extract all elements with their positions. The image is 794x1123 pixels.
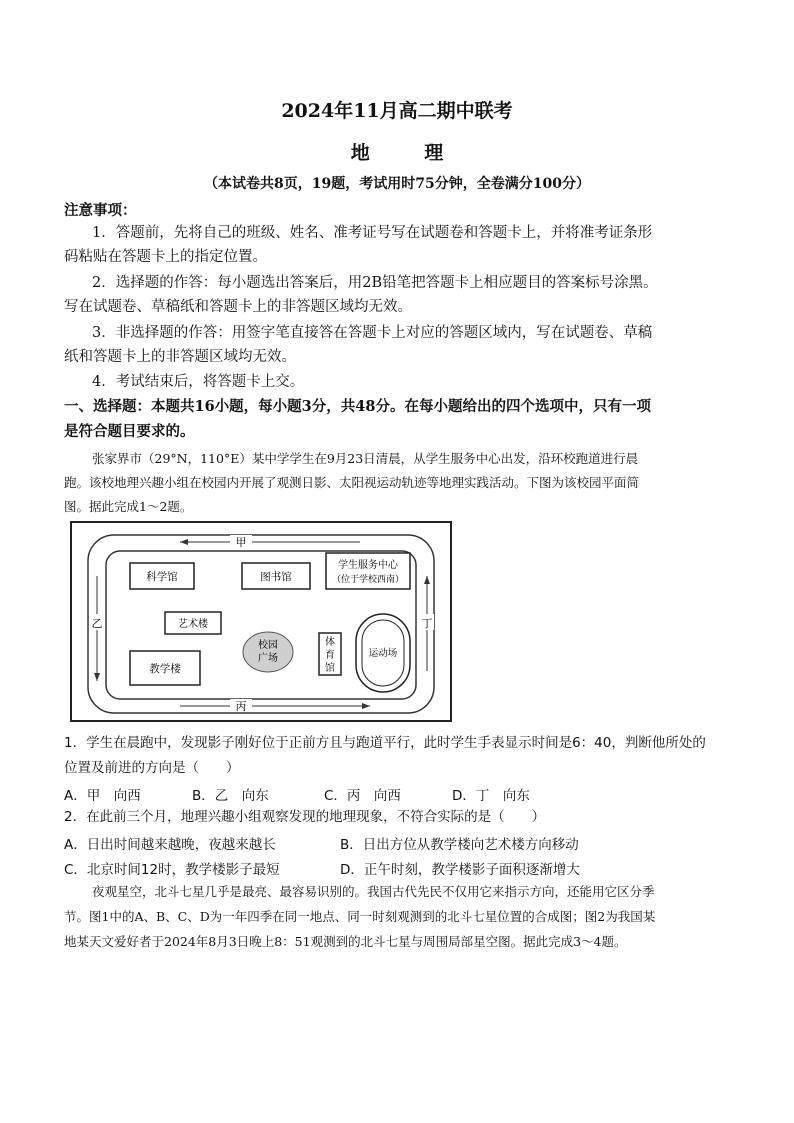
section-1-line-1: 一、选择题：本题共16小题，每小题3分，共48分。在每小题给出的四个选项中，只有一项	[64, 398, 651, 415]
passage-2-line-1: 夜观星空，北斗七星几乎是最亮、最容易识别的。我国古代先民不仅用它来指示方向，还能用它区分季	[92, 884, 655, 899]
passage-2-line-2: 节。图1中的A、B、C、D为一年四季在同一地点、同一时刻观测到的北斗七星位置的合成图；图2为我国某	[64, 909, 656, 924]
note-1-line-1: 1．答题前，先将自己的班级、姓名、准考证号写在试题卷和答题卡上，并将准考证条形	[92, 225, 653, 241]
gym-label-3: 馆	[325, 663, 335, 674]
q2-option-d: D．正午时刻，教学楼影子面积逐渐增大	[340, 862, 580, 878]
passage-1-line-2: 跑。该校地理兴趣小组在校园内开展了观测日影、太阳视运动轨迹等地理实践活动。下图为该校园平面简	[64, 475, 640, 490]
section-1-line-2: 是符合题目要求的。	[64, 423, 195, 440]
notes-heading: 注意事项：	[64, 202, 137, 219]
science-label: 科学馆	[146, 571, 178, 583]
label-ding: 丁	[421, 617, 433, 630]
campus-map	[70, 521, 452, 722]
q1-option-c: C．丙 向西	[324, 788, 401, 804]
passage-1-line-1: 张家界市（29°N，110°E）某中学学生在9月23日清晨，从学生服务中心出发，沿环校跑道进行晨	[92, 451, 639, 466]
label-yi: 乙	[91, 617, 103, 630]
passage-2-line-3: 地某天文爱好者于2024年8月3日晚上8：51观测到的北斗七星与周围局部星空图。据此完成3～4题。	[64, 934, 627, 949]
note-3-line-1: 3．非选择题的作答：用签字笔直接答在答题卡上对应的答题区域内，写在试题卷、草稿	[92, 325, 653, 341]
passage-1-line-3: 图。据此完成1～2题。	[64, 499, 193, 514]
note-2-line-1: 2．选择题的作答：每小题选出答案后，用2B铅笔把答题卡上相应题目的答案标号涂黑。	[92, 275, 658, 291]
note-3-line-2: 纸和答题卡上的非答题区域均无效。	[64, 349, 296, 365]
q2-stem: 2．在此前三个月，地理兴趣小组观察发现的地理现象，不符合实际的是（ ）	[64, 809, 546, 825]
q1-option-a: A．甲 向西	[64, 788, 141, 804]
campus-plaza	[243, 632, 293, 672]
teaching-label: 教学楼	[149, 663, 181, 675]
q2-option-c: C．北京时间12时，教学楼影子最短	[64, 862, 280, 878]
service-label-1: 学生服务中心	[338, 560, 398, 571]
exam-info: （本试卷共8页，19题，考试用时75分钟，全卷满分100分）	[204, 176, 590, 192]
note-1-line-2: 码粘贴在答题卡上的指定位置。	[64, 249, 267, 265]
label-jia: 甲	[235, 536, 247, 549]
q1-option-d: D．丁 向东	[452, 788, 530, 804]
note-4: 4．考试结束后，将答题卡上交。	[92, 374, 305, 390]
q2-option-a: A．日出时间越来越晚，夜越来越长	[64, 837, 276, 853]
q1-option-b: B．乙 向东	[192, 788, 269, 804]
gym-label-1: 体	[325, 637, 335, 648]
exam-subject: 地 理	[350, 142, 468, 164]
service-label-2: （位于学校西南）	[331, 575, 405, 585]
note-2-line-2: 写在试题卷、草稿纸和答题卡上的非答题区域均无效。	[64, 299, 412, 315]
art-label: 艺术楼	[178, 619, 208, 630]
q1-stem-line-2: 位置及前进的方向是（ ）	[64, 760, 240, 776]
q2-option-b: B．日出方位从教学楼向艺术楼方向移动	[340, 837, 579, 853]
gym-label-2: 育	[325, 650, 335, 661]
label-bing: 丙	[235, 700, 247, 713]
plaza-label-2: 广场	[258, 653, 278, 664]
plaza-label-1: 校园	[258, 640, 278, 651]
q1-stem-line-1: 1．学生在晨跑中，发现影子刚好位于正前方且与跑道平行，此时学生手表显示时间是6：40，判断他所处的	[64, 735, 706, 751]
field-label: 运动场	[368, 648, 398, 659]
library-label: 图书馆	[260, 571, 292, 583]
exam-title: 2024年11月高二期中联考	[281, 100, 513, 122]
